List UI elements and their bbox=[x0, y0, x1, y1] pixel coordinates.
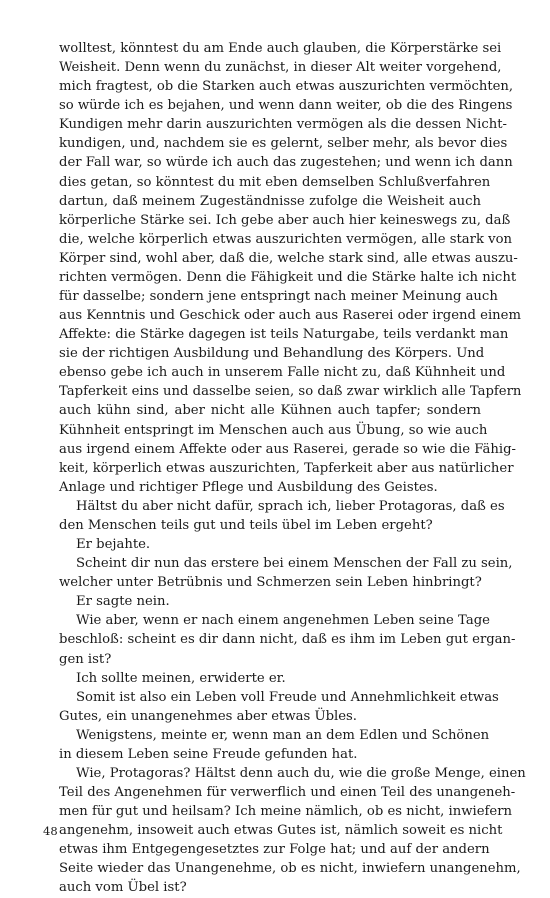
text-line: Gutes, ein unangenehmes aber etwas Übles. bbox=[59, 708, 357, 724]
text-line: auch kühn sind, aber nicht alle Kühnen auch tapfer; sondern bbox=[59, 403, 481, 419]
text-line: men für gut und heilsam? Ich meine nämlich, ob es nicht, inwiefern bbox=[59, 804, 513, 820]
page-body bbox=[59, 39, 526, 898]
text-line: Ich sollte meinen, erwiderte er. bbox=[76, 670, 286, 686]
page-number: 48 bbox=[43, 824, 58, 838]
text-line: Affekte: die Stärke dagegen ist teils Naturgabe, teils verdankt man bbox=[59, 327, 509, 343]
text-line: den Menschen teils gut und teils übel im Leben ergeht? bbox=[59, 517, 433, 533]
text-line: Er sagte nein. bbox=[76, 594, 170, 610]
text-line: aus irgend einem Affekte oder aus Raserei, gerade so wie die Fähig- bbox=[59, 441, 516, 457]
text-line: Scheint dir nun das erstere bei einem Menschen der Fall zu sein, bbox=[76, 556, 513, 572]
text-line: Somit ist also ein Leben voll Freude und Annehmlichkeit etwas bbox=[76, 689, 499, 705]
text-line: beschloß: scheint es dir dann nicht, daß es ihm im Leben gut ergan- bbox=[59, 632, 516, 648]
text-line: mich fragtest, ob die Starken auch etwas auszurichten vermöchten, bbox=[59, 79, 514, 95]
text-line: Anlage und richtiger Pflege und Ausbildung des Geistes. bbox=[59, 479, 438, 495]
text-line: Wie, Protagoras? Hältst denn auch du, wie die große Menge, einen bbox=[76, 765, 526, 781]
text-line: in diesem Leben seine Freude gefunden hat. bbox=[59, 746, 358, 762]
text-line: die, welche körperlich etwas auszurichten vermögen, alle stark von bbox=[59, 231, 513, 247]
text-line: kundigen, und, nachdem sie es gelernt, selber mehr, als bevor dies bbox=[59, 136, 508, 152]
text-line: körperliche Stärke sei. Ich gebe aber auch hier keineswegs zu, daß bbox=[59, 212, 511, 228]
text-line: der Fall war, so würde ich auch das zugestehen; und wenn ich dann bbox=[59, 155, 513, 171]
text-line: Wie aber, wenn er nach einem angenehmen Leben seine Tage bbox=[76, 613, 490, 629]
text-line: Er bejahte. bbox=[76, 537, 151, 553]
text-line: dies getan, so könntest du mit eben demselben Schlußverfahren bbox=[59, 174, 491, 190]
text-line: etwas ihm Entgegengesetztes zur Folge hat; und auf der andern bbox=[59, 842, 490, 858]
text-line: Körper sind, wohl aber, daß die, welche stark sind, alle etwas auszu- bbox=[59, 250, 518, 266]
text-line: keit, körperlich etwas auszurichten, Tapferkeit aber aus natürlicher bbox=[59, 460, 514, 476]
text-line: sie der richtigen Ausbildung und Behandlung des Körpers. Und bbox=[59, 346, 485, 362]
text-line: Hältst du aber nicht dafür, sprach ich, lieber Protagoras, daß es bbox=[76, 498, 505, 514]
text-line: so würde ich es bejahen, und wenn dann weiter, ob die des Ringens bbox=[59, 98, 513, 114]
text-line: welcher unter Betrübnis und Schmerzen sein Leben hinbringt? bbox=[59, 575, 482, 591]
text-line: aus Kenntnis und Geschick oder auch aus Raserei oder irgend einem bbox=[59, 308, 521, 324]
text-line: wolltest, könntest du am Ende auch glauben, die Körperstärke sei bbox=[59, 41, 502, 56]
text-line: Teil des Angenehmen für verwerflich und einen Teil des unangeneh- bbox=[59, 785, 516, 801]
text-line: für dasselbe; sondern jene entspringt nach meiner Meinung auch bbox=[59, 289, 498, 305]
text-line: Seite wieder das Unangenehme, ob es nicht, inwiefern unangenehm, bbox=[59, 861, 521, 877]
text-line: Kundigen mehr darin auszurichten vermögen als die dessen Nicht- bbox=[59, 117, 507, 133]
text-line: gen ist? bbox=[59, 651, 112, 667]
text-line: ebenso gebe ich auch in unserem Falle nicht zu, daß Kühnheit und bbox=[59, 365, 506, 381]
text-line: Weisheit. Denn wenn du zunächst, in dieser Alt weiter vorgehend, bbox=[59, 60, 502, 76]
text-line: Wenigstens, meinte er, wenn man an dem Edlen und Schönen bbox=[76, 727, 490, 743]
text-line: auch vom Übel ist? bbox=[59, 880, 187, 896]
text-line: Tapferkeit eins und dasselbe seien, so daß zwar wirklich alle Tapfern bbox=[59, 384, 522, 400]
text-line: angenehm, insoweit auch etwas Gutes ist, nämlich soweit es nicht bbox=[59, 823, 503, 839]
text-line: Kühnheit entspringt im Menschen auch aus Übung, so wie auch bbox=[59, 422, 488, 438]
text-line: richten vermögen. Denn die Fähigkeit und die Stärke halte ich nicht bbox=[59, 269, 517, 285]
text-line: dartun, daß meinem Zugeständnisse zufolge die Weisheit auch bbox=[59, 193, 481, 209]
